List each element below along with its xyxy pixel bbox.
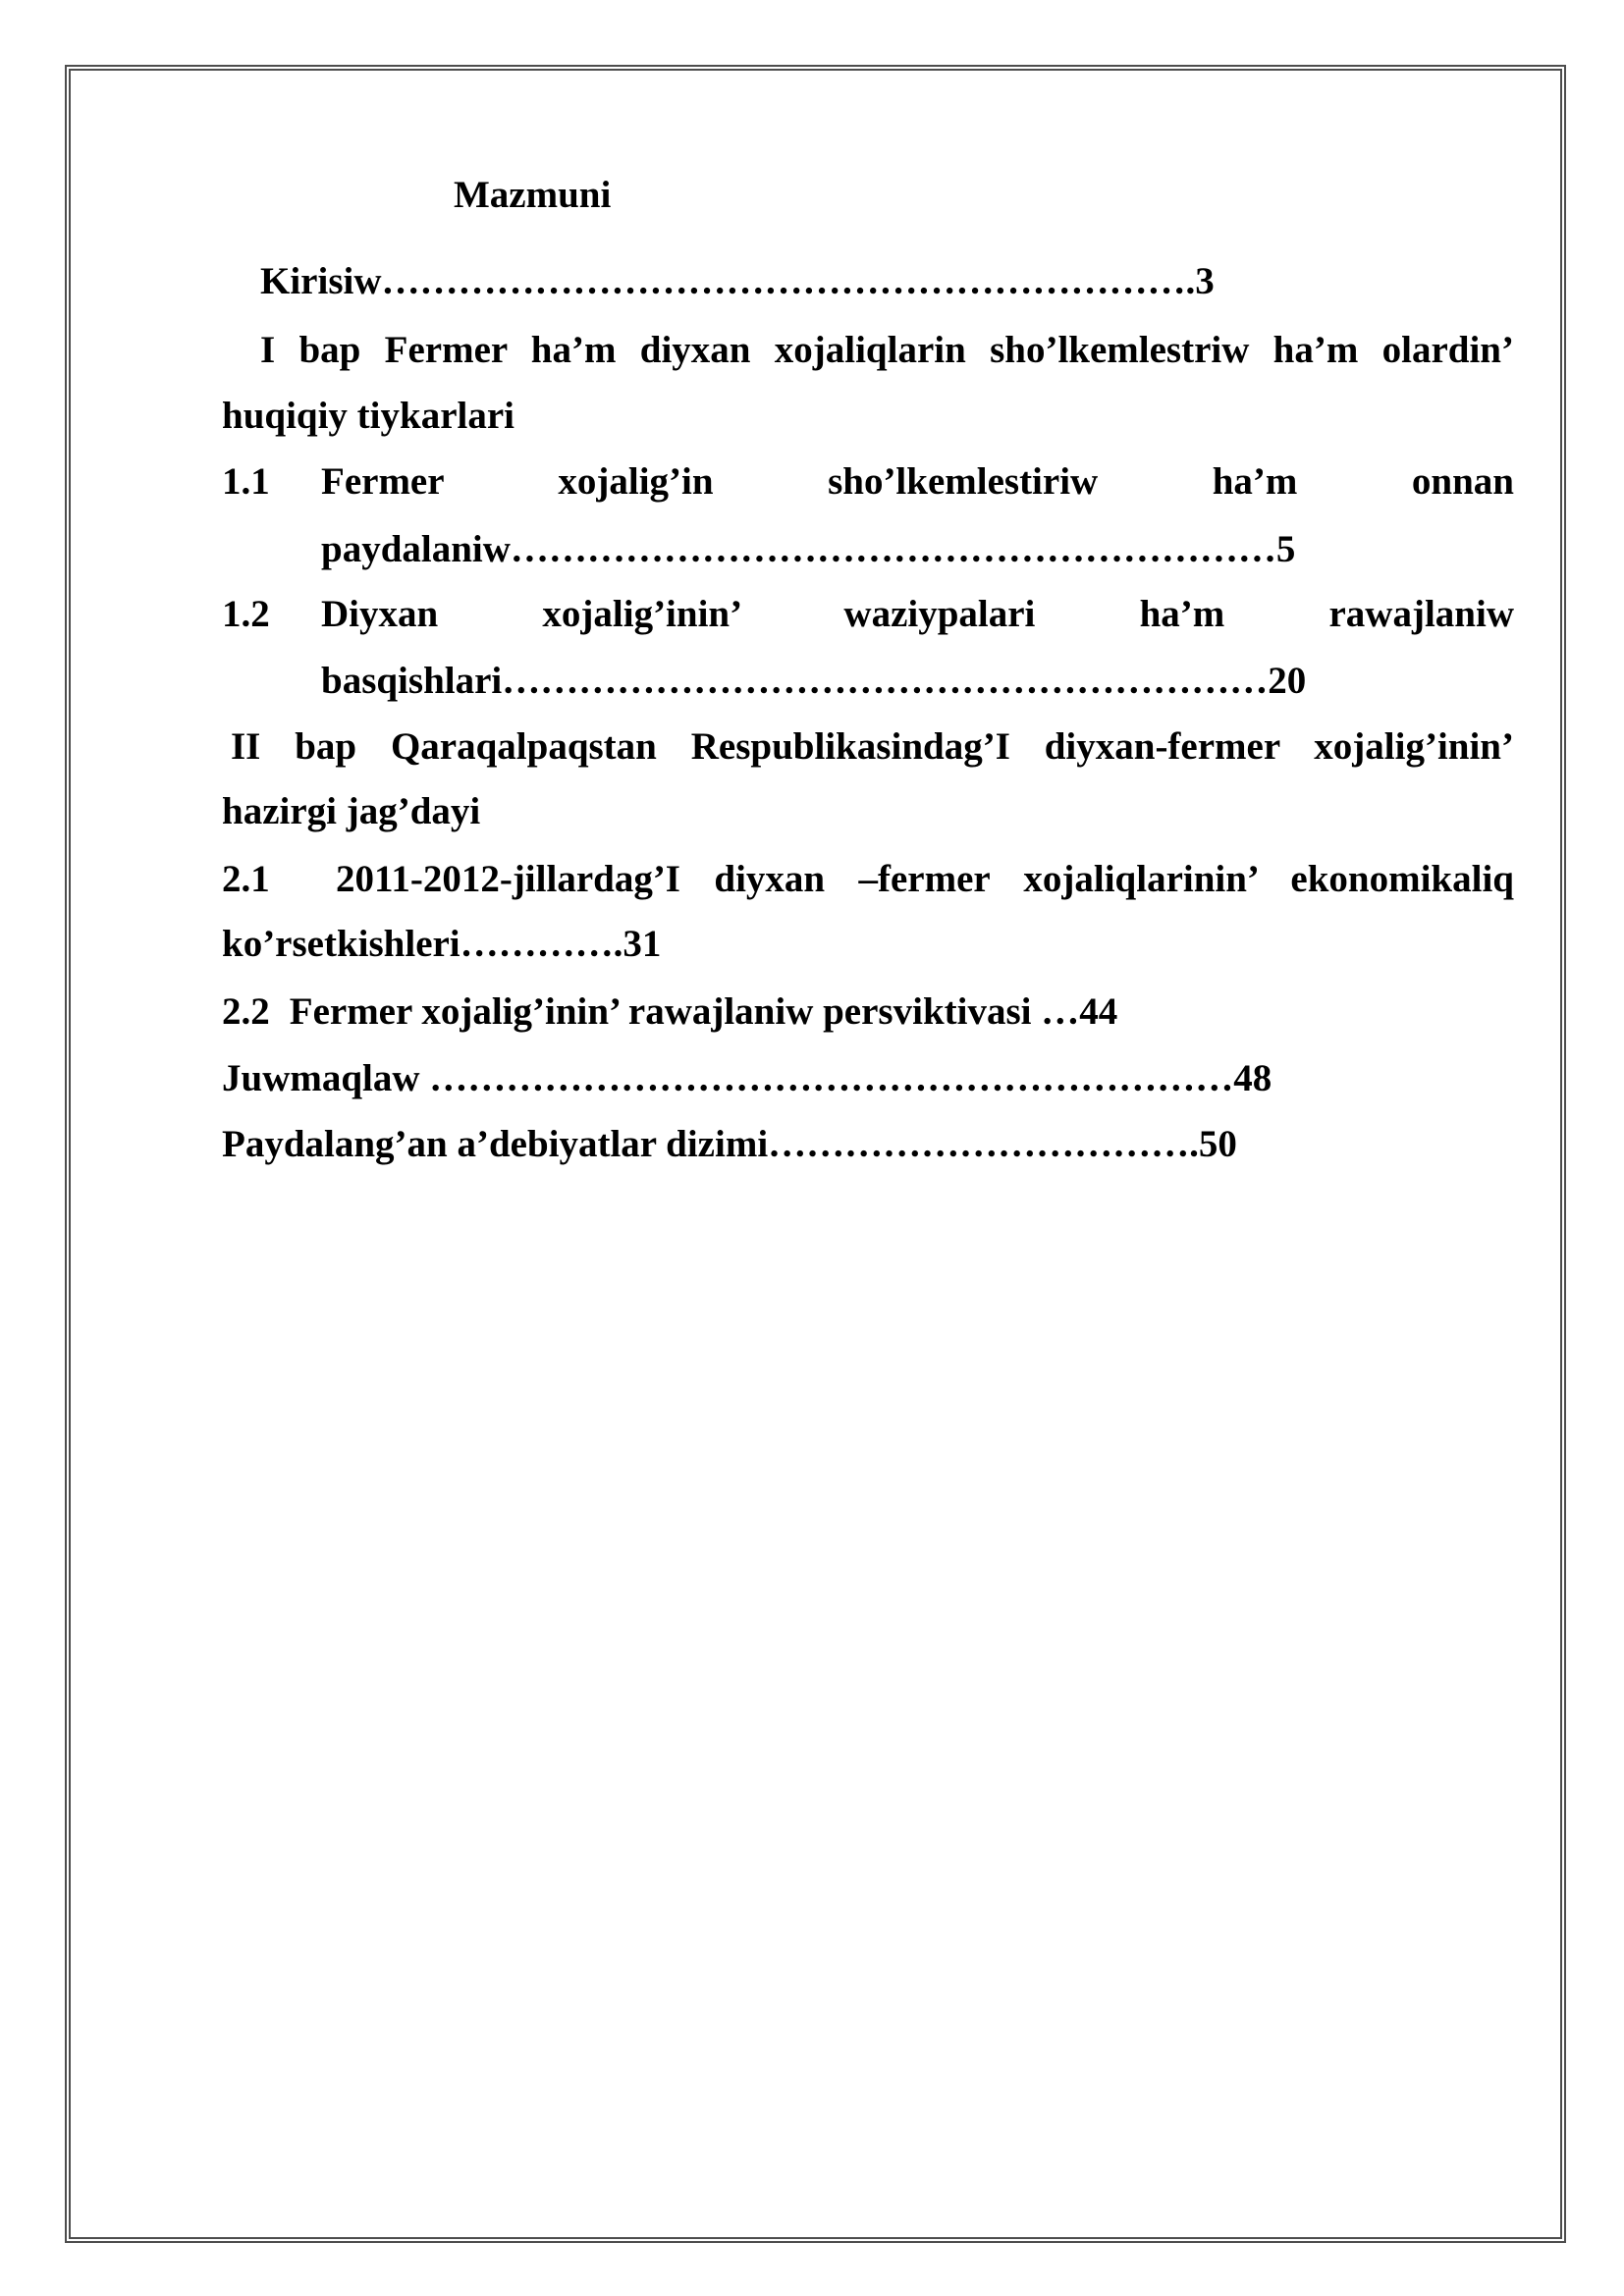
toc-page-number: 44	[1079, 990, 1118, 1033]
toc-chapter-1-title-line-1: I bap Fermer ha’m diyxan xojaliqlarin sho’lkemlestriw ha’m olardin’	[260, 329, 1514, 371]
toc-entry-label: basqishlari	[321, 660, 503, 702]
toc-entry-references	[222, 1115, 1237, 1174]
toc-entry-label: ko’rsetkishleri	[222, 923, 460, 965]
toc-leader: …………………………….	[768, 1123, 1199, 1165]
toc-leader: …	[1031, 990, 1080, 1033]
toc-page-number: 50	[1198, 1123, 1237, 1165]
toc-entry-label: paydalaniw	[321, 528, 511, 570]
toc-chapter-2-title-line-1: II bap Qaraqalpaqstan Respublikasindag’I diyxan-fermer xojalig’inin’	[231, 725, 1514, 768]
toc-section-1-2-title-line-2	[321, 652, 1306, 711]
toc-leader: ……………………………………………………….	[381, 260, 1196, 302]
toc-chapter-2-title-line-2: hazirgi jag’dayi	[222, 790, 481, 832]
toc-entry-label: Kirisiw	[260, 260, 382, 302]
toc-section-1-2-title-line-1: Diyxan xojalig’inin’ waziypalari ha’m rawajlaniw	[321, 593, 1514, 635]
toc-leader: ………….	[460, 923, 623, 965]
toc-page-number: 20	[1268, 660, 1307, 702]
toc-chapter-1-title-line-2: huqiqiy tiykarlari	[222, 395, 514, 437]
toc-leader: ………………………………………………………	[419, 1057, 1234, 1099]
toc-page-number: 3	[1195, 260, 1215, 302]
toc-section-number: 1.1	[222, 460, 270, 503]
toc-leader: ……………………………………………………	[502, 660, 1269, 702]
toc-page-number: 31	[623, 923, 662, 965]
page-title: Mazmuni	[454, 174, 612, 216]
toc-section-2-1-title-line-1: 2011-2012-jillardag’I diyxan –fermer xojaliqlarinin’ ekonomikaliq	[336, 858, 1514, 900]
toc-entry-label: Paydalang’an a’debiyatlar dizimi	[222, 1123, 769, 1165]
toc-leader: ……………………………………………………	[510, 528, 1276, 570]
toc-entry-introduction	[260, 252, 1215, 311]
toc-section-number: 2.1	[222, 858, 270, 900]
toc-section-number: 2.2	[222, 990, 270, 1033]
toc-page-number: 48	[1233, 1057, 1272, 1099]
toc-section-1-1-title-line-1: Fermer xojalig’in sho’lkemlestiriw ha’m onnan	[321, 460, 1514, 503]
toc-entry-section-2-2	[222, 983, 1117, 1041]
toc-page-number: 5	[1275, 528, 1296, 570]
toc-section-1-1-title-line-2	[321, 520, 1295, 579]
toc-section-number: 1.2	[222, 593, 270, 635]
toc-section-2-1-title-line-2	[222, 915, 661, 974]
toc-entry-label: Fermer xojalig’inin’ rawajlaniw persviktivasi	[289, 990, 1032, 1033]
toc-entry-label: Juwmaqlaw	[222, 1057, 420, 1099]
toc-entry-conclusion	[222, 1049, 1272, 1108]
